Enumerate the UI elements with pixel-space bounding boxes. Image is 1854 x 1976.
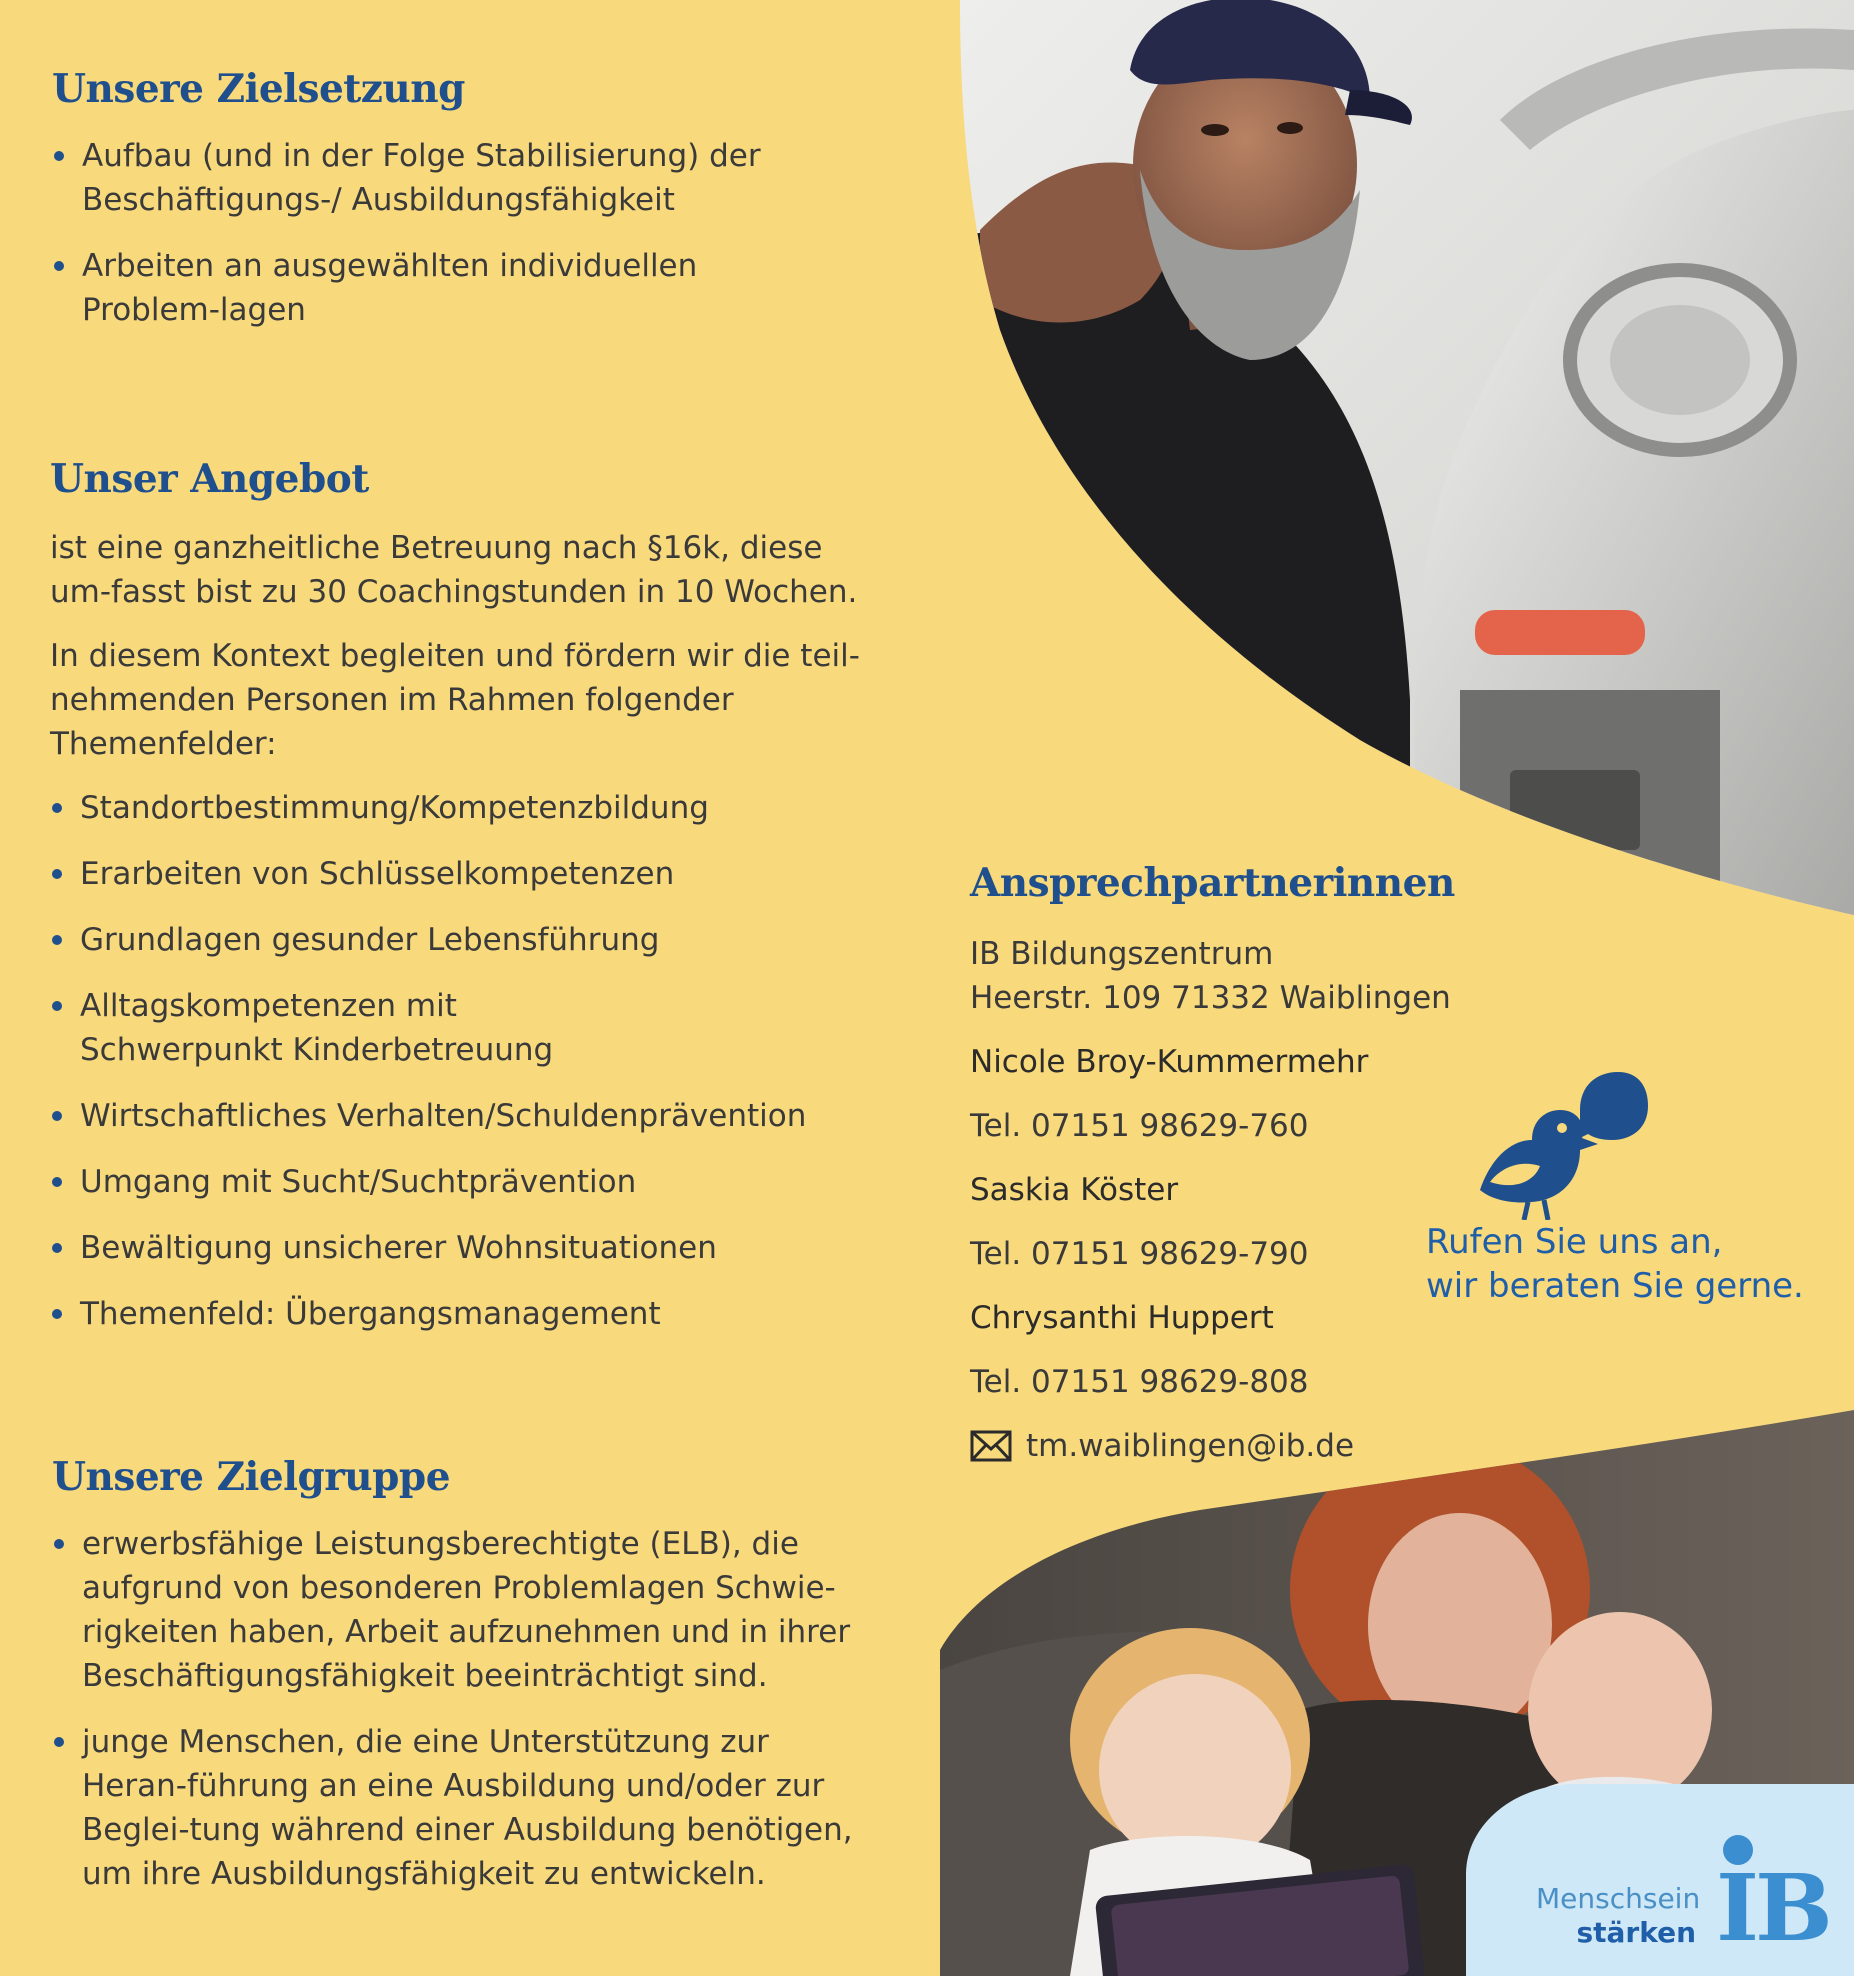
contact-phone[interactable]: Tel. 07151 98629-808 — [970, 1364, 1309, 1400]
list-item: Umgang mit Sucht/Suchtprävention — [50, 1160, 870, 1204]
angebot-context: In diesem Kontext begleiten und fördern wir die teil-nehmenden Personen im Rahmen folgender Themenfelder: — [50, 638, 860, 762]
contact-heading: Ansprechpartnerinnen — [970, 860, 1455, 906]
angebot-heading: Unser Angebot — [50, 456, 369, 502]
zielgruppe-list — [52, 1522, 872, 1896]
logo-panel — [1466, 1784, 1854, 1976]
logo-tagline-line2: stärken — [1576, 1916, 1696, 1949]
contact-address: Heerstr. 109 71332 Waiblingen — [970, 980, 1451, 1016]
callout-text — [1426, 1220, 1804, 1308]
list-item: Alltagskompetenzen mit Schwerpunkt Kinderbetreuung — [50, 984, 870, 1072]
contact-person-name: Nicole Broy-Kummermehr — [970, 1044, 1369, 1080]
contact-phone[interactable]: Tel. 07151 98629-760 — [970, 1108, 1309, 1144]
contact-org: IB Bildungszentrum — [970, 936, 1274, 972]
zielsetzung-section — [52, 66, 872, 354]
contact-phone[interactable]: Tel. 07151 98629-790 — [970, 1236, 1309, 1272]
zielsetzung-heading: Unsere Zielsetzung — [52, 66, 465, 112]
angebot-section — [50, 456, 870, 1358]
list-item: Erarbeiten von Schlüsselkompetenzen — [50, 852, 870, 896]
list-item: Aufbau (und in der Folge Stabilisierung) der Beschäftigungs-/ Ausbildungsfähigkeit — [52, 134, 872, 222]
contact-email[interactable]: tm.waiblingen@ib.de — [1026, 1428, 1355, 1464]
list-item: Arbeiten an ausgewählten individuellen Problem-lagen — [52, 244, 872, 332]
contact-person-name: Saskia Köster — [970, 1172, 1179, 1208]
contact-person-name: Chrysanthi Huppert — [970, 1300, 1274, 1336]
callout-line: Rufen Sie uns an, — [1426, 1222, 1723, 1262]
list-item: Bewältigung unsicherer Wohnsituationen — [50, 1226, 870, 1270]
list-item: junge Menschen, die eine Unterstützung zur Heran-führung an eine Ausbildung und/oder zur Beglei-tung während einer Ausbildung benötigen, um ihre Ausbildungsfähigkeit zu entwickeln. — [52, 1720, 872, 1896]
logo-tagline-line1: Menschsein — [1536, 1882, 1701, 1915]
angebot-list — [50, 786, 870, 1336]
ib-logo — [1716, 1834, 1829, 1962]
list-item: Standortbestimmung/Kompetenzbildung — [50, 786, 870, 830]
zielgruppe-section — [52, 1454, 872, 1918]
photo-man-scooter — [940, 0, 1854, 915]
list-item: Wirtschaftliches Verhalten/Schuldenprävention — [50, 1094, 870, 1138]
list-item: Themenfeld: Übergangsmanagement — [50, 1292, 870, 1336]
bird-speech-icon — [1470, 1070, 1650, 1220]
logo-tagline — [1536, 1882, 1701, 1950]
zielgruppe-heading: Unsere Zielgruppe — [52, 1454, 451, 1500]
zielsetzung-list — [52, 134, 872, 332]
list-item: Grundlagen gesunder Lebensführung — [50, 918, 870, 962]
ib-logo-mark: IB — [1716, 1854, 1829, 1962]
callout-line: wir beraten Sie gerne. — [1426, 1266, 1804, 1306]
angebot-intro: ist eine ganzheitliche Betreuung nach §16k, diese um-fasst bist zu 30 Coachingstunden in 10 Wochen. — [50, 530, 858, 610]
list-item: erwerbsfähige Leistungsberechtigte (ELB), die aufgrund von besonderen Problemlagen Schwie-rigkeiten haben, Arbeit aufzunehmen und in ihrer Beschäftigungsfähigkeit beeinträchtigt sind. — [52, 1522, 872, 1698]
